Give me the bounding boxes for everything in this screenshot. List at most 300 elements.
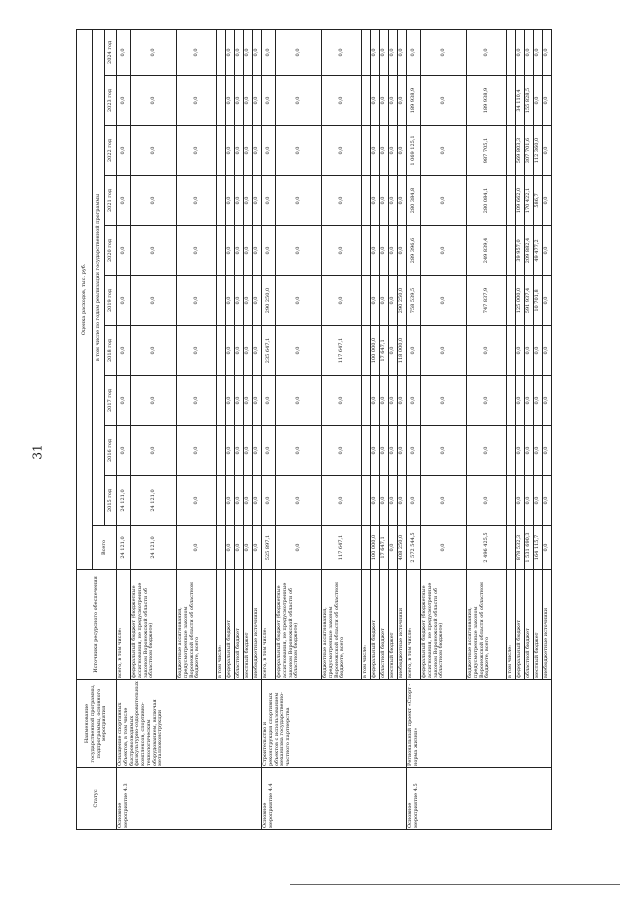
year-value-cell: 0,0: [235, 126, 244, 176]
year-value-cell: 0,0: [177, 276, 217, 326]
year-value-cell: [362, 426, 371, 476]
source-cell: в том числе:: [362, 570, 371, 680]
year-value-cell: [362, 476, 371, 526]
year-value-cell: 0,0: [371, 76, 380, 126]
year-value-cell: 0,0: [226, 76, 235, 126]
year-value-cell: [507, 376, 516, 426]
year-value-cell: 0,0: [226, 29, 235, 75]
year-value-cell: 0,0: [534, 326, 543, 376]
year-value-cell: 0,0: [276, 76, 322, 126]
year-value-cell: 24 121,0: [117, 476, 131, 526]
year-value-cell: 0,0: [543, 176, 552, 226]
source-cell: местный бюджет: [244, 570, 253, 680]
total-cell: 100 000,0: [371, 526, 380, 570]
year-value-cell: 0,0: [235, 326, 244, 376]
year-value-cell: [362, 126, 371, 176]
year-value-cell: 0,0: [322, 29, 362, 75]
status-cell: Основное мероприятие 4.5: [407, 768, 552, 830]
status-cell: Основное мероприятие 4.4: [262, 768, 407, 830]
header-status: Статус: [77, 768, 117, 830]
year-value-cell: [217, 76, 226, 126]
year-value-cell: 0,0: [398, 376, 407, 426]
year-value-cell: 0,0: [371, 476, 380, 526]
table-body: [117, 29, 552, 829]
year-value-cell: 0,0: [371, 426, 380, 476]
year-value-cell: 0,0: [543, 76, 552, 126]
year-value-cell: 0,0: [421, 176, 467, 226]
year-value-cell: 0,0: [398, 76, 407, 126]
year-value-cell: 0,0: [244, 126, 253, 176]
year-value-cell: 100 000,0: [371, 326, 380, 376]
year-value-cell: 307 701,6: [525, 126, 534, 176]
source-cell: областной бюджет: [525, 570, 534, 680]
header-by-year: в том числе по годам реализации государственной программы: [93, 29, 105, 525]
year-value-cell: 0,0: [467, 476, 507, 526]
year-value-cell: 0,0: [421, 29, 467, 75]
year-value-cell: 170 422,1: [525, 176, 534, 226]
year-value-cell: 0,0: [117, 176, 131, 226]
year-value-cell: 0,0: [244, 376, 253, 426]
year-value-cell: 0,0: [534, 76, 543, 126]
year-value-cell: 0,0: [389, 126, 398, 176]
source-cell: областной бюджет: [380, 570, 389, 680]
year-value-cell: 0,0: [421, 426, 467, 476]
year-value-cell: 0,0: [525, 29, 534, 75]
source-cell: бюджетные ассигнования, предусмотренные законом Воронежской области об областном бюджете, всего: [177, 570, 217, 680]
table-row: [262, 29, 276, 829]
year-value-cell: 0,0: [380, 76, 389, 126]
source-cell: федеральный бюджет: [516, 570, 525, 680]
year-value-cell: 0,0: [177, 176, 217, 226]
name-cell: Строительство и реконструкция спортивных объектов с использованием механизма государственно-частного партнерства: [262, 680, 407, 768]
total-cell: 2 572 544,5: [407, 526, 421, 570]
year-value-cell: [217, 426, 226, 476]
total-cell: 2 496 425,5: [467, 526, 507, 570]
header-year: 2023 год: [105, 76, 117, 126]
source-cell: всего, в том числе:: [117, 570, 131, 680]
year-value-cell: 0,0: [421, 126, 467, 176]
source-cell: внебюджетные источники: [398, 570, 407, 680]
year-value-cell: [507, 76, 516, 126]
total-cell: 117 647,1: [322, 526, 362, 570]
year-value-cell: 0,0: [244, 176, 253, 226]
year-value-cell: 0,0: [253, 326, 262, 376]
year-value-cell: 0,0: [253, 276, 262, 326]
year-value-cell: 1 069 125,1: [407, 126, 421, 176]
year-value-cell: 290 250,0: [262, 276, 276, 326]
year-value-cell: [217, 326, 226, 376]
year-value-cell: 0,0: [543, 426, 552, 476]
year-value-cell: [507, 226, 516, 276]
year-value-cell: 0,0: [262, 176, 276, 226]
year-value-cell: 0,0: [276, 126, 322, 176]
year-value-cell: 0,0: [262, 29, 276, 75]
year-value-cell: 0,0: [131, 176, 177, 226]
year-value-cell: 0,0: [389, 326, 398, 376]
table-row: [117, 29, 131, 829]
year-value-cell: 758 539,5: [407, 276, 421, 326]
year-value-cell: 189 938,9: [407, 76, 421, 126]
name-cell: Региональный проект «Спорт - норма жизни»: [407, 680, 552, 768]
year-value-cell: 0,0: [516, 29, 525, 75]
total-cell: 408 250,0: [398, 526, 407, 570]
year-value-cell: 0,0: [389, 426, 398, 476]
year-value-cell: 0,0: [467, 29, 507, 75]
year-value-cell: [362, 276, 371, 326]
year-value-cell: 0,0: [276, 376, 322, 426]
year-value-cell: 0,0: [131, 276, 177, 326]
bottom-rule: [290, 884, 620, 885]
year-value-cell: 0,0: [407, 29, 421, 75]
year-value-cell: 0,0: [117, 276, 131, 326]
source-cell: федеральный бюджет (бюджетные ассигнования, не предусмотренные законом Воронежской области об областном бюджете): [421, 570, 467, 680]
total-cell: 0,0: [389, 526, 398, 570]
year-value-cell: 0,0: [389, 276, 398, 326]
year-value-cell: 0,0: [389, 29, 398, 75]
year-value-cell: 0,0: [398, 176, 407, 226]
total-cell: 0,0: [543, 526, 552, 570]
year-value-cell: 0,0: [235, 426, 244, 476]
year-value-cell: 0,0: [262, 76, 276, 126]
year-value-cell: 747 837,9: [467, 276, 507, 326]
year-value-cell: 0,0: [380, 126, 389, 176]
year-value-cell: [217, 376, 226, 426]
year-value-cell: [217, 276, 226, 326]
total-cell: [507, 526, 516, 570]
source-cell: в том числе:: [507, 570, 516, 680]
year-value-cell: 0,0: [276, 176, 322, 226]
year-value-cell: 0,0: [516, 476, 525, 526]
year-value-cell: 0,0: [421, 276, 467, 326]
year-value-cell: 0,0: [262, 376, 276, 426]
year-value-cell: [217, 476, 226, 526]
year-value-cell: 0,0: [235, 226, 244, 276]
header-estimate: Оценка расходов, тыс. руб.: [77, 29, 93, 569]
year-value-cell: 0,0: [525, 476, 534, 526]
source-cell: местный бюджет: [389, 570, 398, 680]
year-value-cell: 0,0: [371, 126, 380, 176]
year-value-cell: 0,0: [177, 226, 217, 276]
total-cell: 525 897,1: [262, 526, 276, 570]
year-value-cell: 0,0: [322, 276, 362, 326]
year-value-cell: 0,0: [226, 476, 235, 526]
total-cell: 164 115,7: [534, 526, 543, 570]
total-cell: 0,0: [177, 526, 217, 570]
year-value-cell: 290 250,0: [398, 276, 407, 326]
year-value-cell: [217, 226, 226, 276]
year-value-cell: 0,0: [525, 376, 534, 426]
year-value-cell: [507, 29, 516, 75]
year-value-cell: 289 396,6: [407, 226, 421, 276]
header-year: 2020 год: [105, 226, 117, 276]
year-value-cell: 0,0: [253, 29, 262, 75]
year-value-cell: 0,0: [276, 226, 322, 276]
year-value-cell: 0,0: [525, 326, 534, 376]
source-cell: местный бюджет: [534, 570, 543, 680]
year-value-cell: 0,0: [398, 126, 407, 176]
year-value-cell: 0,0: [421, 76, 467, 126]
year-value-cell: [362, 376, 371, 426]
total-cell: 0,0: [226, 526, 235, 570]
source-cell: бюджетные ассигнования, предусмотренные законом Воронежской области об областном бюджете, всего: [322, 570, 362, 680]
year-value-cell: [362, 176, 371, 226]
header-year: 2017 год: [105, 376, 117, 426]
year-value-cell: [507, 276, 516, 326]
year-value-cell: 0,0: [226, 126, 235, 176]
year-value-cell: 0,0: [421, 326, 467, 376]
year-value-cell: 0,0: [244, 476, 253, 526]
year-value-cell: [507, 326, 516, 376]
year-value-cell: 0,0: [117, 126, 131, 176]
year-value-cell: 0,0: [253, 476, 262, 526]
year-value-cell: 0,0: [534, 29, 543, 75]
header-year: 2018 год: [105, 326, 117, 376]
source-cell: бюджетные ассигнования, предусмотренные законом Воронежской области об областном бюджете, всего: [467, 570, 507, 680]
source-cell: внебюджетные источники: [253, 570, 262, 680]
year-value-cell: 0,0: [322, 226, 362, 276]
year-value-cell: 0,0: [131, 426, 177, 476]
year-value-cell: 0,0: [389, 76, 398, 126]
year-value-cell: 49 477,2: [534, 226, 543, 276]
year-value-cell: 569 803,3: [516, 126, 525, 176]
year-value-cell: 0,0: [177, 126, 217, 176]
year-value-cell: 0,0: [244, 276, 253, 326]
year-value-cell: 0,0: [467, 326, 507, 376]
year-value-cell: 0,0: [371, 376, 380, 426]
year-value-cell: 0,0: [276, 29, 322, 75]
header-year: 2016 год: [105, 426, 117, 476]
total-cell: 17 647,1: [380, 526, 389, 570]
total-cell: 0,0: [244, 526, 253, 570]
source-cell: федеральный бюджет: [226, 570, 235, 680]
year-value-cell: 0,0: [543, 276, 552, 326]
year-value-cell: 0,0: [253, 126, 262, 176]
year-value-cell: 0,0: [226, 426, 235, 476]
year-value-cell: 0,0: [398, 29, 407, 75]
page-number: 31: [30, 444, 45, 460]
year-value-cell: 0,0: [244, 226, 253, 276]
header-total: Всего: [93, 526, 117, 570]
year-value-cell: 0,0: [177, 376, 217, 426]
year-value-cell: 0,0: [389, 476, 398, 526]
status-cell: Основное мероприятие 4.3: [117, 768, 262, 830]
year-value-cell: [217, 126, 226, 176]
year-value-cell: 0,0: [467, 426, 507, 476]
year-value-cell: 0,0: [177, 29, 217, 75]
year-value-cell: 0,0: [131, 76, 177, 126]
year-value-cell: 0,0: [421, 226, 467, 276]
year-value-cell: 0,0: [543, 326, 552, 376]
year-value-cell: 0,0: [380, 476, 389, 526]
year-value-cell: 0,0: [131, 376, 177, 426]
year-value-cell: 0,0: [226, 176, 235, 226]
year-value-cell: 0,0: [262, 226, 276, 276]
year-value-cell: 109 662,0: [516, 176, 525, 226]
year-value-cell: 0,0: [371, 276, 380, 326]
year-value-cell: 0,0: [276, 276, 322, 326]
year-value-cell: 0,0: [177, 326, 217, 376]
year-value-cell: 0,0: [421, 476, 467, 526]
year-value-cell: 0,0: [543, 476, 552, 526]
year-value-cell: 17 647,1: [380, 326, 389, 376]
year-value-cell: 235 647,1: [262, 326, 276, 376]
year-value-cell: 0,0: [389, 176, 398, 226]
year-value-cell: 0,0: [235, 276, 244, 326]
year-value-cell: 249 839,4: [467, 226, 507, 276]
year-value-cell: 0,0: [322, 126, 362, 176]
total-cell: [362, 526, 371, 570]
year-value-cell: 0,0: [117, 376, 131, 426]
year-value-cell: 0,0: [380, 376, 389, 426]
year-value-cell: 0,0: [525, 426, 534, 476]
year-value-cell: 125 000,0: [516, 276, 525, 326]
total-cell: 0,0: [276, 526, 322, 570]
year-value-cell: 0,0: [516, 326, 525, 376]
year-value-cell: 0,0: [244, 426, 253, 476]
source-cell: всего, в том числе:: [407, 570, 421, 680]
year-value-cell: 0,0: [235, 476, 244, 526]
year-value-cell: [507, 176, 516, 226]
year-value-cell: 0,0: [534, 476, 543, 526]
year-value-cell: 0,0: [380, 426, 389, 476]
year-value-cell: 0,0: [398, 476, 407, 526]
year-value-cell: [362, 226, 371, 276]
header-year: 2024 год: [105, 29, 117, 75]
year-value-cell: 0,0: [398, 426, 407, 476]
header-year: 2019 год: [105, 276, 117, 326]
year-value-cell: 0,0: [253, 226, 262, 276]
total-cell: 24 121,0: [117, 526, 131, 570]
total-cell: [217, 526, 226, 570]
year-value-cell: 189 938,9: [467, 76, 507, 126]
year-value-cell: 0,0: [226, 226, 235, 276]
year-value-cell: 0,0: [177, 426, 217, 476]
year-value-cell: 155 828,5: [525, 76, 534, 126]
year-value-cell: 0,0: [177, 76, 217, 126]
year-value-cell: 0,0: [235, 376, 244, 426]
year-value-cell: 0,0: [322, 376, 362, 426]
year-value-cell: 39 957,0: [516, 226, 525, 276]
year-value-cell: 0,0: [253, 176, 262, 226]
year-value-cell: 0,0: [516, 376, 525, 426]
year-value-cell: 0,0: [117, 76, 131, 126]
year-value-cell: [217, 176, 226, 226]
year-value-cell: 0,0: [371, 29, 380, 75]
total-cell: 1 531 690,3: [525, 526, 534, 570]
table-row: [407, 29, 421, 829]
header-year: 2021 год: [105, 176, 117, 226]
year-value-cell: 280 384,8: [407, 176, 421, 226]
total-cell: 0,0: [235, 526, 244, 570]
table-header: [77, 29, 117, 829]
year-value-cell: 0,0: [322, 176, 362, 226]
year-value-cell: 0,0: [543, 376, 552, 426]
year-value-cell: 0,0: [389, 226, 398, 276]
year-value-cell: 0,0: [262, 476, 276, 526]
year-value-cell: 0,0: [407, 376, 421, 426]
year-value-cell: 0,0: [262, 426, 276, 476]
year-value-cell: 0,0: [131, 29, 177, 75]
year-value-cell: 0,0: [253, 426, 262, 476]
year-value-cell: 0,0: [235, 176, 244, 226]
year-value-cell: 0,0: [371, 176, 380, 226]
year-value-cell: 0,0: [131, 326, 177, 376]
year-value-cell: 209 882,4: [525, 226, 534, 276]
source-cell: внебюджетные источники: [543, 570, 552, 680]
year-value-cell: 0,0: [253, 76, 262, 126]
year-value-cell: 0,0: [244, 76, 253, 126]
year-value-cell: 987 705,1: [467, 126, 507, 176]
year-value-cell: 10 701,8: [534, 276, 543, 326]
year-value-cell: 0,0: [380, 29, 389, 75]
source-cell: в том числе:: [217, 570, 226, 680]
header-name: Наименование государственной программы, подпрограммы, основного мероприятия: [77, 680, 117, 768]
year-value-cell: 0,0: [244, 326, 253, 376]
year-value-cell: 0,0: [322, 76, 362, 126]
year-value-cell: 118 000,0: [398, 326, 407, 376]
year-value-cell: 0,0: [131, 126, 177, 176]
header-year: 2022 год: [105, 126, 117, 176]
year-value-cell: 0,0: [380, 226, 389, 276]
year-value-cell: 0,0: [244, 29, 253, 75]
source-cell: федеральный бюджет (бюджетные ассигнования, не предусмотренные законом Воронежской области об областном бюджете): [276, 570, 322, 680]
year-value-cell: [507, 126, 516, 176]
year-value-cell: 0,0: [117, 426, 131, 476]
year-value-cell: 0,0: [380, 176, 389, 226]
year-value-cell: 0,0: [398, 226, 407, 276]
year-value-cell: [507, 426, 516, 476]
year-value-cell: 0,0: [117, 326, 131, 376]
year-value-cell: 0,0: [543, 29, 552, 75]
year-value-cell: 0,0: [407, 426, 421, 476]
year-value-cell: 586,7: [534, 176, 543, 226]
header-sources: Источники ресурсного обеспечения: [77, 570, 117, 680]
year-value-cell: 0,0: [117, 226, 131, 276]
year-value-cell: 0,0: [235, 29, 244, 75]
year-value-cell: 0,0: [322, 426, 362, 476]
year-value-cell: 0,0: [235, 76, 244, 126]
year-value-cell: 0,0: [534, 376, 543, 426]
budget-table: [76, 29, 552, 830]
source-cell: федеральный бюджет (бюджетные ассигнования, не предусмотренные законом Воронежской области об областном бюджете): [131, 570, 177, 680]
year-value-cell: [217, 29, 226, 75]
year-value-cell: 0,0: [276, 326, 322, 376]
year-value-cell: [362, 326, 371, 376]
year-value-cell: 0,0: [226, 376, 235, 426]
year-value-cell: 0,0: [407, 326, 421, 376]
year-value-cell: 0,0: [226, 276, 235, 326]
year-value-cell: 0,0: [276, 426, 322, 476]
year-value-cell: 0,0: [276, 476, 322, 526]
year-value-cell: 0,0: [380, 276, 389, 326]
year-value-cell: 0,0: [534, 426, 543, 476]
year-value-cell: 0,0: [516, 426, 525, 476]
year-value-cell: 0,0: [421, 376, 467, 426]
source-cell: всего, в том числе:: [262, 570, 276, 680]
year-value-cell: [362, 76, 371, 126]
source-cell: федеральный бюджет: [371, 570, 380, 680]
header-year: 2015 год: [105, 476, 117, 526]
year-value-cell: 0,0: [543, 126, 552, 176]
total-cell: 24 121,0: [131, 526, 177, 570]
year-value-cell: 112 360,0: [534, 126, 543, 176]
year-value-cell: 280 084,1: [467, 176, 507, 226]
year-value-cell: 0,0: [253, 376, 262, 426]
year-value-cell: 0,0: [226, 326, 235, 376]
total-cell: 0,0: [421, 526, 467, 570]
total-cell: 878 532,3: [516, 526, 525, 570]
year-value-cell: 0,0: [467, 376, 507, 426]
